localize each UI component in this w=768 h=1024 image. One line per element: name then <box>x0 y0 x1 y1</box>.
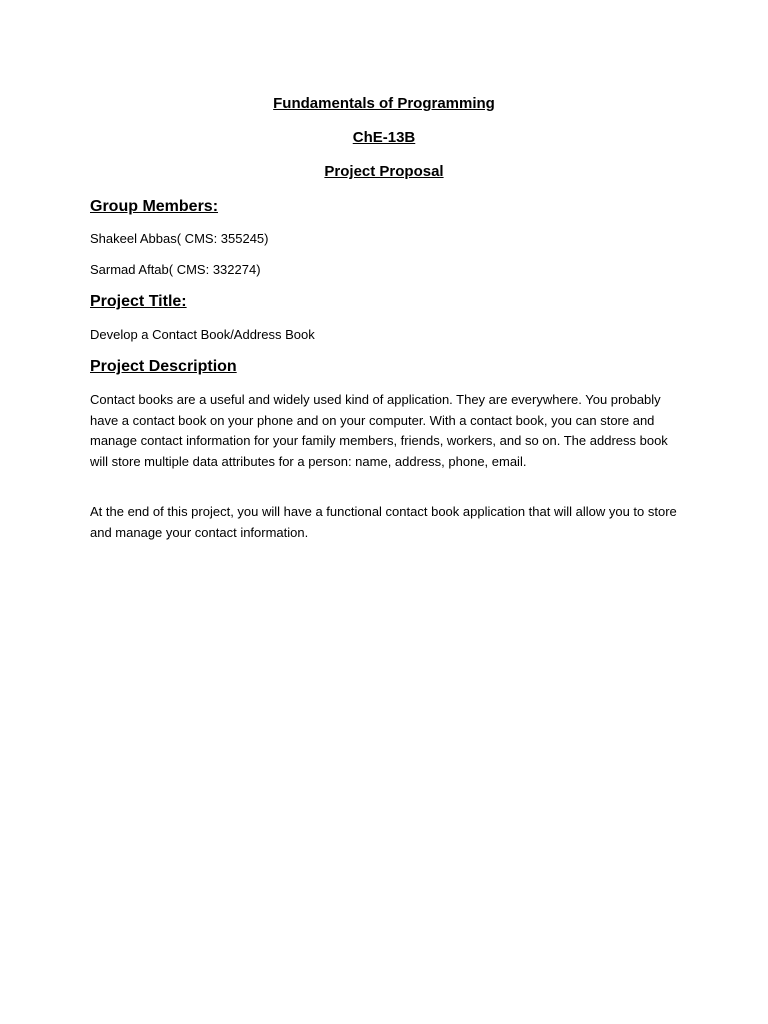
description-paragraph: Contact books are a useful and widely used kind of application. They are everywhere. You probably have a contact book on your phone and on your computer. With a contact book, you can store and manage contact information for your family members, friends, workers, and so on. The address book will store multiple data attributes for a person: name, address, phone, email. <box>90 392 668 469</box>
project-title-text: Develop a Contact Book/Address Book <box>90 327 315 342</box>
project-description-heading: Project Description <box>90 358 237 375</box>
description-paragraph: At the end of this project, you will have a functional contact book application that will allow you to store and manage your contact information. <box>90 504 677 540</box>
document-type-title: Project Proposal <box>324 163 444 180</box>
project-title-heading: Project Title: <box>90 293 187 310</box>
group-members-heading: Group Members: <box>90 198 219 215</box>
group-member-item: Shakeel Abbas( CMS: 355245) <box>90 231 269 246</box>
course-title: Fundamentals of Programming <box>273 95 495 112</box>
class-code: ChE-13B <box>352 129 416 146</box>
group-member-item: Sarmad Aftab( CMS: 332274) <box>90 262 261 277</box>
